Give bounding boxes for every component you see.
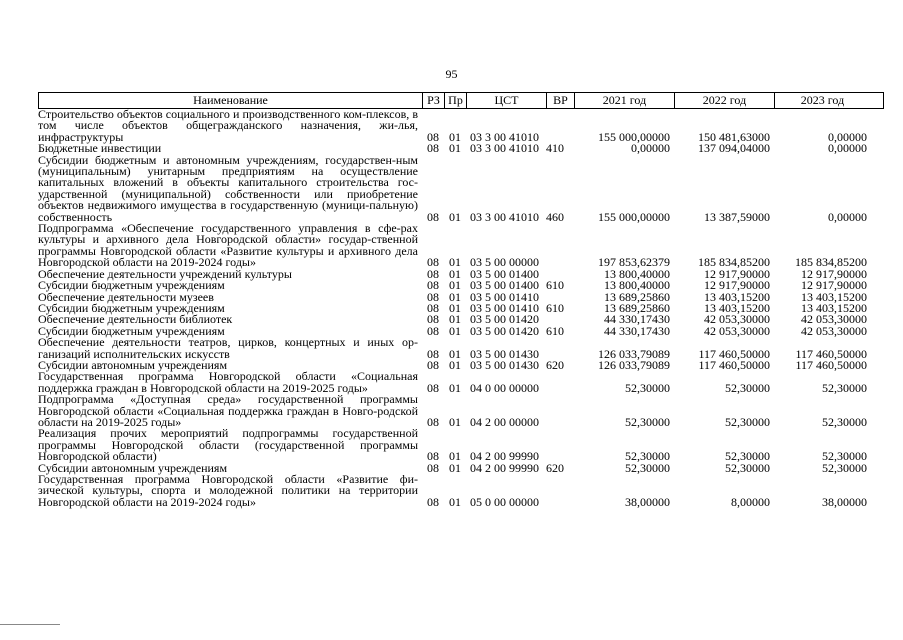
row-vr: 610 <box>546 300 564 315</box>
row-vr: 610 <box>546 278 564 293</box>
row-2022: 117 460,50000 <box>698 346 770 361</box>
row-name: Государственная программа Новгородской области «Развитие фи-зической культуры, спорта и молодежной политики на территории Новгородской области на 2019-2024 годы» <box>38 472 418 509</box>
row-2021: 197 853,62379 <box>598 255 670 270</box>
row-2023: 52,30000 <box>822 414 867 429</box>
row-name: Субсидии бюджетным учреждениям <box>38 278 225 293</box>
row-name: Субсидии бюджетным учреждениям <box>38 300 225 315</box>
row-2021: 13 689,25860 <box>604 300 670 315</box>
row-name: Бюджетные инвестиции <box>38 141 162 156</box>
row-2021: 155 000,00000 <box>598 129 670 144</box>
row-name: Строительство объектов социального и производственного ком-плексов, в том числе объектов общегражданского назначения, жи-лья, инфраструктуры <box>38 107 418 144</box>
row-2021: 0,00000 <box>631 141 670 156</box>
row-cst: 03 5 00 01430 <box>470 357 539 372</box>
header-cst: ЦСТ <box>467 93 547 108</box>
row-name: Субсидии бюджетным и автономным учреждениям, государствен-ным (муниципальным) унитарным предприятиям на осуществление капитальных вложений в объекты капитального строительства гос-ударственной (муниципальной) собственности или приобретение объектов недвижимого имущества в государственную (муници-пальную) собственность <box>38 152 418 224</box>
row-rz: 08 <box>427 278 439 293</box>
row-rz: 08 <box>427 380 439 395</box>
row-2023: 117 460,50000 <box>795 346 867 361</box>
row-2022: 137 094,04000 <box>698 141 770 156</box>
row-pr: 01 <box>449 266 461 281</box>
row-rz: 08 <box>427 209 439 224</box>
row-cst: 04 2 00 00000 <box>470 414 539 429</box>
row-pr: 01 <box>449 255 461 270</box>
row-2023: 0,00000 <box>828 141 867 156</box>
table-row <box>38 223 884 269</box>
row-2023: 52,30000 <box>822 380 867 395</box>
row-2023: 117 460,50000 <box>795 357 867 372</box>
row-cst: 03 5 00 01420 <box>470 312 539 327</box>
row-2023: 52,30000 <box>822 449 867 464</box>
row-vr: 410 <box>546 141 564 156</box>
table-row <box>38 428 884 462</box>
header-name: Наименование <box>39 93 423 108</box>
row-2022: 150 481,63000 <box>698 129 770 144</box>
row-2021: 126 033,79089 <box>598 346 670 361</box>
row-2021: 13 689,25860 <box>604 289 670 304</box>
header-pr: Пр <box>445 93 467 108</box>
row-name: Реализация прочих мероприятий подпрограммы государственной программы Новгородской области (государственной программы Новгородской области) <box>38 426 418 464</box>
row-2021: 44 330,17430 <box>604 323 670 338</box>
row-vr: 620 <box>546 460 564 475</box>
table-row <box>38 152 884 224</box>
row-rz: 08 <box>427 129 439 144</box>
row-2023: 42 053,30000 <box>801 312 867 327</box>
row-pr: 01 <box>449 300 461 315</box>
row-pr: 01 <box>449 312 461 327</box>
row-2022: 117 460,50000 <box>698 357 770 372</box>
row-cst: 03 3 00 41010 <box>470 141 539 156</box>
row-name: Обеспечение деятельности библиотек <box>38 312 233 327</box>
row-cst: 03 3 00 41010 <box>470 129 539 144</box>
row-2023: 13 403,15200 <box>801 289 867 304</box>
row-cst: 03 5 00 01400 <box>470 266 539 281</box>
row-rz: 08 <box>427 312 439 327</box>
row-vr: 610 <box>546 323 564 338</box>
row-cst: 03 5 00 01410 <box>470 289 539 304</box>
row-2023: 52,30000 <box>822 460 867 475</box>
table-row <box>38 474 884 508</box>
row-2023: 38,00000 <box>822 494 867 509</box>
row-2021: 52,30000 <box>625 380 670 395</box>
row-cst: 03 5 00 01420 <box>470 323 539 338</box>
row-pr: 01 <box>449 357 461 372</box>
row-2022: 13 387,59000 <box>704 209 770 224</box>
row-cst: 03 5 00 01430 <box>470 346 539 361</box>
header-vr: ВР <box>547 93 575 108</box>
row-name: Субсидии автономным учреждениям <box>38 460 228 475</box>
row-2023: 42 053,30000 <box>801 323 867 338</box>
row-name: Субсидии автономным учреждениям <box>38 357 228 372</box>
row-pr: 01 <box>449 380 461 395</box>
row-rz: 08 <box>427 323 439 338</box>
row-2022: 52,30000 <box>725 449 770 464</box>
row-cst: 05 0 00 00000 <box>470 494 539 509</box>
row-cst: 04 0 00 00000 <box>470 380 539 395</box>
row-2023: 12 917,90000 <box>801 266 867 281</box>
footer-rule <box>0 624 60 625</box>
row-2022: 52,30000 <box>725 380 770 395</box>
row-2023: 0,00000 <box>828 129 867 144</box>
row-2022: 13 403,15200 <box>704 300 770 315</box>
row-2021: 13 800,40000 <box>604 278 670 293</box>
row-name: Подпрограмма «Доступная среда» государственной программы Новгородской области «Социальная поддержка граждан в Новго-родской области на 2019-2025 годы» <box>38 392 418 429</box>
row-2021: 44 330,17430 <box>604 312 670 327</box>
row-2021: 155 000,00000 <box>598 209 670 224</box>
row-2021: 52,30000 <box>625 414 670 429</box>
row-2021: 13 800,40000 <box>604 266 670 281</box>
row-2022: 8,00000 <box>731 494 770 509</box>
row-name: Обеспечение деятельности театров, цирков, концертных и иных ор-ганизаций исполнительских искусств <box>38 335 418 361</box>
row-2022: 12 917,90000 <box>704 278 770 293</box>
table-row <box>38 109 884 143</box>
row-2023: 185 834,85200 <box>795 255 867 270</box>
row-cst: 03 5 00 01400 <box>470 278 539 293</box>
row-pr: 01 <box>449 346 461 361</box>
row-pr: 01 <box>449 414 461 429</box>
row-cst: 04 2 00 99990 <box>470 460 539 475</box>
budget-table <box>38 92 884 508</box>
row-pr: 01 <box>449 494 461 509</box>
row-pr: 01 <box>449 449 461 464</box>
row-rz: 08 <box>427 357 439 372</box>
row-2021: 52,30000 <box>625 449 670 464</box>
row-2022: 52,30000 <box>725 414 770 429</box>
row-rz: 08 <box>427 300 439 315</box>
row-rz: 08 <box>427 460 439 475</box>
table-row <box>38 371 884 394</box>
row-pr: 01 <box>449 323 461 338</box>
row-pr: 01 <box>449 278 461 293</box>
header-2022: 2022 год <box>675 93 775 108</box>
row-name: Обеспечение деятельности музеев <box>38 289 214 304</box>
row-name: Подпрограмма «Обеспечение государственного управления в сфе-рах культуры и архивного дела Новгородской области» государ-ственной программы Новгородской области «Развитие культуры и архивного дела Новгородской области на 2019-2024 годы» <box>38 221 418 270</box>
row-rz: 08 <box>427 289 439 304</box>
row-2022: 42 053,30000 <box>704 312 770 327</box>
row-2021: 38,00000 <box>625 494 670 509</box>
row-pr: 01 <box>449 141 461 156</box>
row-rz: 08 <box>427 414 439 429</box>
row-rz: 08 <box>427 449 439 464</box>
page-number: 95 <box>445 67 458 81</box>
row-2022: 12 917,90000 <box>704 266 770 281</box>
row-cst: 03 5 00 00000 <box>470 255 539 270</box>
row-pr: 01 <box>449 209 461 224</box>
row-rz: 08 <box>427 494 439 509</box>
header-rz: РЗ <box>423 93 445 108</box>
row-2021: 126 033,79089 <box>598 357 670 372</box>
table-row <box>38 337 884 360</box>
table-row <box>38 394 884 428</box>
row-pr: 01 <box>449 289 461 304</box>
row-2023: 13 403,15200 <box>801 300 867 315</box>
row-2022: 52,30000 <box>725 460 770 475</box>
row-rz: 08 <box>427 255 439 270</box>
row-cst: 04 2 00 99990 <box>470 449 539 464</box>
row-2023: 0,00000 <box>828 209 867 224</box>
row-name: Обеспечение деятельности учреждений культуры <box>38 266 292 281</box>
header-2023: 2023 год <box>800 93 845 107</box>
row-2022: 185 834,85200 <box>698 255 770 270</box>
row-vr: 620 <box>546 357 564 372</box>
row-name: Государственная программа Новгородской области «Социальная поддержка граждан в Новгородской области на 2019-2025 годы» <box>38 369 418 395</box>
row-rz: 08 <box>427 266 439 281</box>
table-body <box>38 109 884 508</box>
row-rz: 08 <box>427 141 439 156</box>
row-name: Субсидии бюджетным учреждениям <box>38 323 225 338</box>
row-2022: 42 053,30000 <box>704 323 770 338</box>
row-2021: 52,30000 <box>625 460 670 475</box>
row-vr: 460 <box>546 209 564 224</box>
row-2022: 13 403,15200 <box>704 289 770 304</box>
row-rz: 08 <box>427 346 439 361</box>
header-2021: 2021 год <box>575 93 675 108</box>
row-cst: 03 3 00 41010 <box>470 209 539 224</box>
row-cst: 03 5 00 01410 <box>470 300 539 315</box>
row-2023: 12 917,90000 <box>801 278 867 293</box>
row-pr: 01 <box>449 460 461 475</box>
row-pr: 01 <box>449 129 461 144</box>
